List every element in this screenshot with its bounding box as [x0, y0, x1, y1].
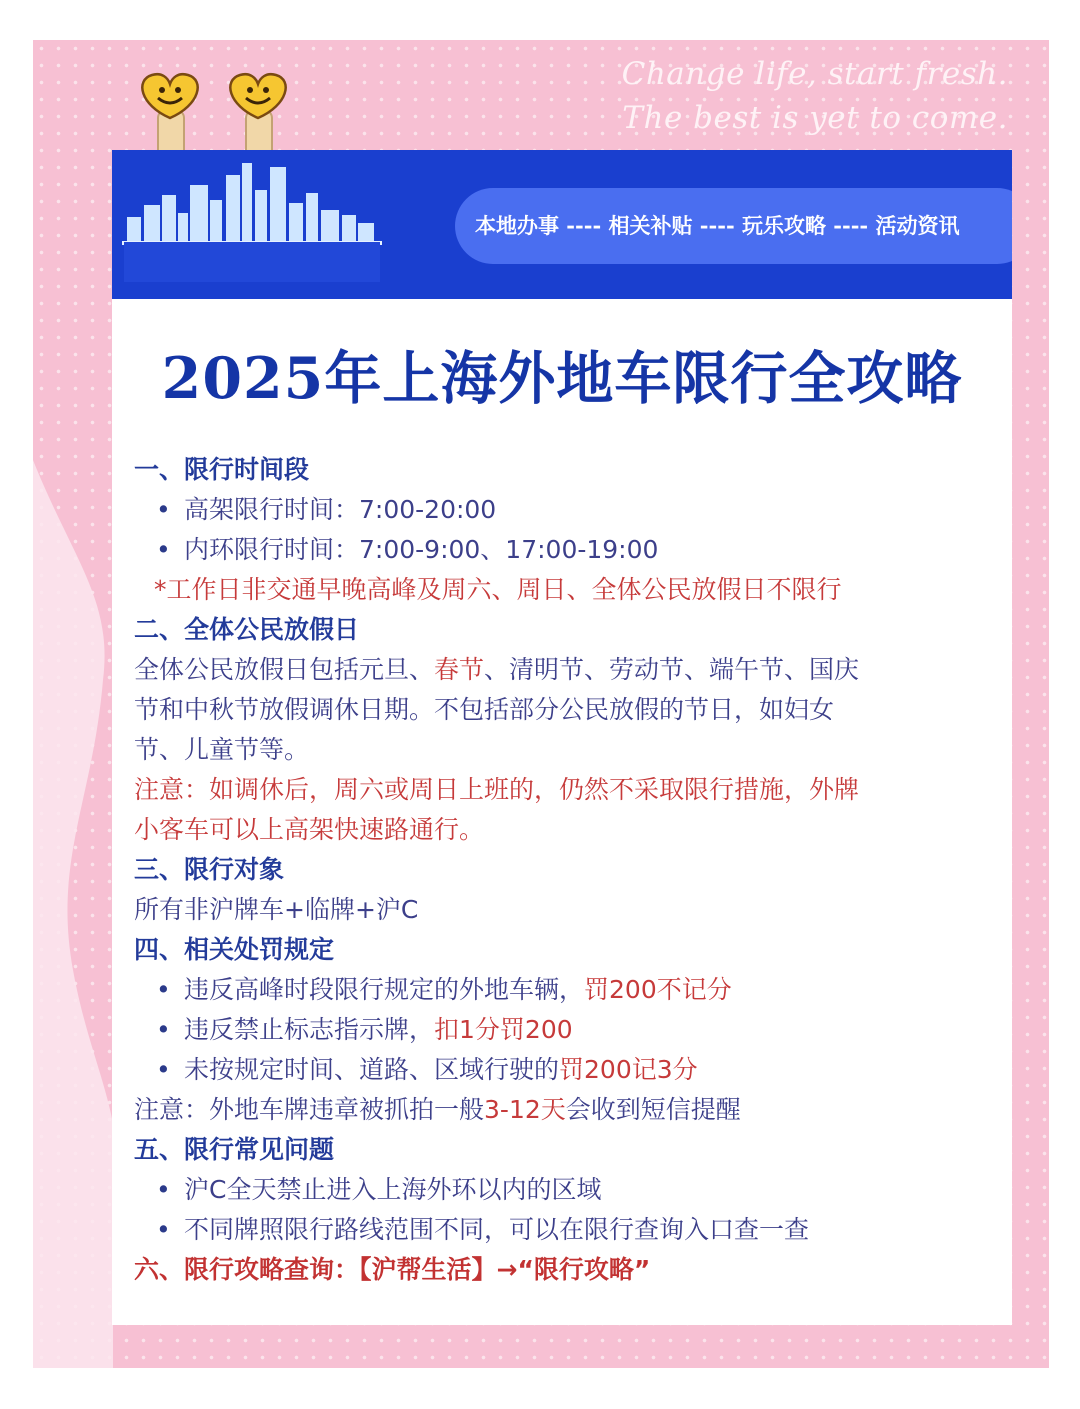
page-title: 2025年上海外地车限行全攻略 — [161, 345, 963, 412]
article-body — [134, 450, 1004, 1290]
list-item: • 内环限行时间：7:00-9:00、17:00-19:00 — [134, 530, 1004, 570]
banner-shade — [124, 242, 380, 282]
city-skyline-icon — [122, 155, 382, 255]
section-5-heading: 五、限行常见问题 — [134, 1135, 335, 1164]
section-4-note: 注意：外地车牌违章被抓拍一般3-12天会收到短信提醒 — [134, 1095, 741, 1124]
nav-pill[interactable] — [455, 188, 1012, 264]
list-item: • 未按规定时间、道路、区域行驶的罚200记3分 — [134, 1050, 1004, 1090]
section-2-paragraph-line-1: 全体公民放假日包括元旦、春节、清明节、劳动节、端午节、国庆 — [134, 655, 860, 684]
nav-pill-text: 本地办事 ---- 相关补贴 ---- 玩乐攻略 ---- 活动资讯 — [475, 213, 960, 238]
smiley-hearts-icon — [130, 70, 310, 160]
section-2-note-line-2: 小客车可以上高架快速路通行。 — [134, 815, 485, 844]
list-item: • 违反禁止标志指示牌，扣1分罚200 — [134, 1010, 1004, 1050]
section-6-heading[interactable]: 六、限行攻略查询：【沪帮生活】→“限行攻略” — [134, 1255, 651, 1284]
header-banner — [112, 150, 1012, 299]
content-card — [112, 150, 1012, 1325]
section-1-note: *工作日非交通早晚高峰及周六、周日、全体公民放假日不限行 — [154, 575, 842, 604]
section-3-text: 所有非沪牌车+临牌+沪C — [134, 895, 419, 924]
list-item: • 高架限行时间：7:00-20:00 — [134, 490, 1004, 530]
section-2-note-line-1: 注意：如调休后，周六或周日上班的，仍然不采取限行措施，外牌 — [134, 775, 860, 804]
motto-text — [622, 52, 1008, 140]
section-3-heading: 三、限行对象 — [134, 855, 285, 884]
section-1-heading: 一、限行时间段 — [134, 455, 310, 484]
list-item: • 违反高峰时段限行规定的外地车辆，罚200不记分 — [134, 970, 1004, 1010]
section-2-paragraph-line-2: 节和中秋节放假调休日期。不包括部分公民放假的节日，如妇女 — [134, 695, 835, 724]
list-item: • 不同牌照限行路线范围不同，可以在限行查询入口查一查 — [134, 1210, 1004, 1250]
motto-line-1: Change life, start fresh. — [621, 56, 1008, 92]
section-4-heading: 四、相关处罚规定 — [134, 935, 335, 964]
motto-line-2: The best is yet to come. — [622, 100, 1008, 136]
section-2-paragraph-line-3: 节、儿童节等。 — [134, 735, 310, 764]
section-2-heading: 二、全体公民放假日 — [134, 615, 360, 644]
list-item: • 沪C全天禁止进入上海外环以内的区域 — [134, 1170, 1004, 1210]
